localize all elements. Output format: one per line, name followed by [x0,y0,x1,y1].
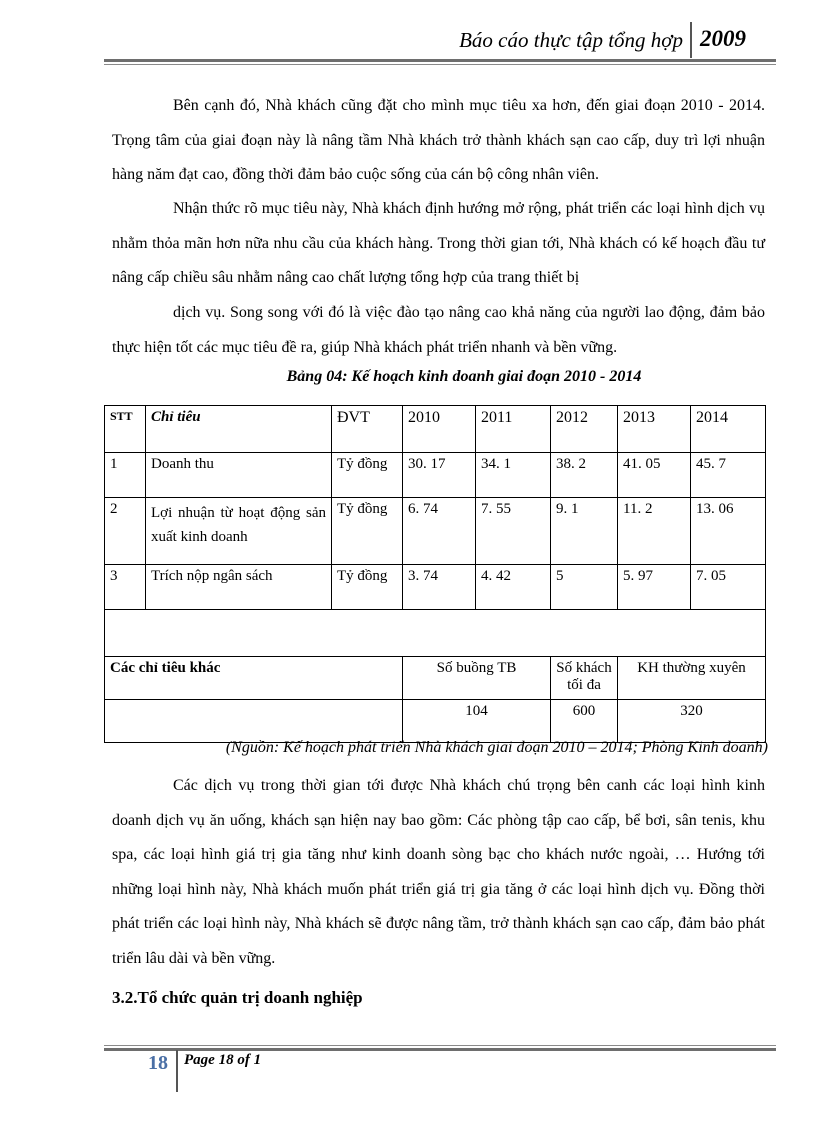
header-indicator: Chỉ tiêu [146,406,332,453]
cell-indicator: Doanh thu [146,453,332,498]
header-rule-thin [104,64,776,65]
footer-rule-thin [104,1045,776,1046]
page-number: 18 [148,1052,168,1074]
cell-unit: Tỷ đồng [332,453,403,498]
cell-value: 5. 97 [618,565,691,610]
footer-divider [176,1050,178,1092]
cell-value: 7. 55 [476,498,551,565]
other-header: KH thường xuyên [618,657,766,700]
paragraph-4: Các dịch vụ trong thời gian tới được Nhà khách chú trọng bên canh các loại hình kinh doanh dịch vụ ăn uống, khách sạn hiện nay bao gồm: Các phòng tập cao cấp, bể bơi, sân tenis, khu spa, các loại hình giá trị gia tăng như kinh doanh sòng bạc cho khách nước ngoài, … Hướng tới những loại hình này, Nhà khách muốn phát triển giá trị gia tăng ở các loại hình dịch vụ. Đồng thời phát triển các loại hình này, Nhà khách sẽ được nâng tầm, trở thành khách sạn cao cấp, đảm bảo phát triển lâu dài và bền vững. [112,777,765,967]
cell-indicator: Trích nộp ngân sách [146,565,332,610]
paragraph-2: Nhận thức rõ mục tiêu này, Nhà khách định hướng mở rộng, phát triển các loại hình dịch vụ nhằm thỏa mãn hơn nữa nhu cầu của khách hàng. Trong thời gian tới, Nhà khách có kế hoạch đầu tư nâng cấp chiều sâu nhằm nâng cao chất lượng tổng hợp của trang thiết bị [112,200,765,286]
business-plan-table [104,405,766,743]
other-value: 320 [618,700,766,743]
cell-value: 30. 17 [403,453,476,498]
other-value: 600 [551,700,618,743]
section-heading: 3.2.Tổ chức quản trị doanh nghiệp [112,988,363,1007]
cell-stt: 3 [105,565,146,610]
table-caption: Bảng 04: Kế hoạch kinh doanh giai đoạn 2010 - 2014 [286,368,642,385]
cell-value: 9. 1 [551,498,618,565]
header-rule [104,59,776,62]
other-header: Số buồng TB [403,657,551,700]
cell-value: 38. 2 [551,453,618,498]
header-divider [690,22,692,58]
other-value: 104 [403,700,551,743]
paragraph-1: Bên cạnh đó, Nhà khách cũng đặt cho mình mục tiêu xa hơn, đến giai đoạn 2010 - 2014. Trọng tâm của giai đoạn này là nâng tầm Nhà khách trở thành khách sạn cao cấp, duy trì lợi nhuận hàng năm đạt cao, đồng thời đảm bảo cuộc sống của cán bộ công nhân viên. [112,97,765,183]
header-year: 2012 [551,406,618,453]
report-year: 2009 [700,26,746,51]
other-indicators-header-row [105,657,766,700]
table-row [105,453,766,498]
table-row [105,498,766,565]
blank-cell [105,610,766,657]
other-indicators-values-row [105,700,766,743]
paragraph-3: dịch vụ. Song song với đó là việc đào tạo nâng cao khả năng của người lao động, đảm bảo thực hiện tốt các mục tiêu đề ra, giúp Nhà khách phát triển nhanh và bền vững. [112,304,765,356]
cell-indicator: Lợi nhuận từ hoạt động sản xuất kinh doanh [146,498,332,565]
cell-value: 6. 74 [403,498,476,565]
cell-value: 4. 42 [476,565,551,610]
cell-stt: 1 [105,453,146,498]
header-year: 2013 [618,406,691,453]
cell-unit: Tỷ đồng [332,498,403,565]
table-header-row [105,406,766,453]
table-row [105,565,766,610]
other-indicators-label: Các chỉ tiêu khác [105,657,403,700]
header-year: 2011 [476,406,551,453]
cell-unit: Tỷ đồng [332,565,403,610]
cell-value: 3. 74 [403,565,476,610]
cell-value: 13. 06 [691,498,766,565]
cell-value: 45. 7 [691,453,766,498]
header-year: 2010 [403,406,476,453]
other-header: Số khách tối đa [551,657,618,700]
report-title: Báo cáo thực tập tổng hợp [459,28,683,52]
blank-cell [105,700,403,743]
footer-rule [104,1048,776,1051]
header-year: 2014 [691,406,766,453]
cell-value: 11. 2 [618,498,691,565]
cell-value: 5 [551,565,618,610]
cell-stt: 2 [105,498,146,565]
table-blank-row [105,610,766,657]
page-label: Page 18 of 1 [184,1052,262,1068]
header-stt: STT [105,406,146,453]
table-source: (Nguồn: Kế hoạch phát triển Nhà khách giai đoạn 2010 – 2014; Phòng Kinh doanh) [225,739,768,756]
cell-value: 7. 05 [691,565,766,610]
cell-value: 41. 05 [618,453,691,498]
header-unit: ĐVT [332,406,403,453]
cell-value: 34. 1 [476,453,551,498]
